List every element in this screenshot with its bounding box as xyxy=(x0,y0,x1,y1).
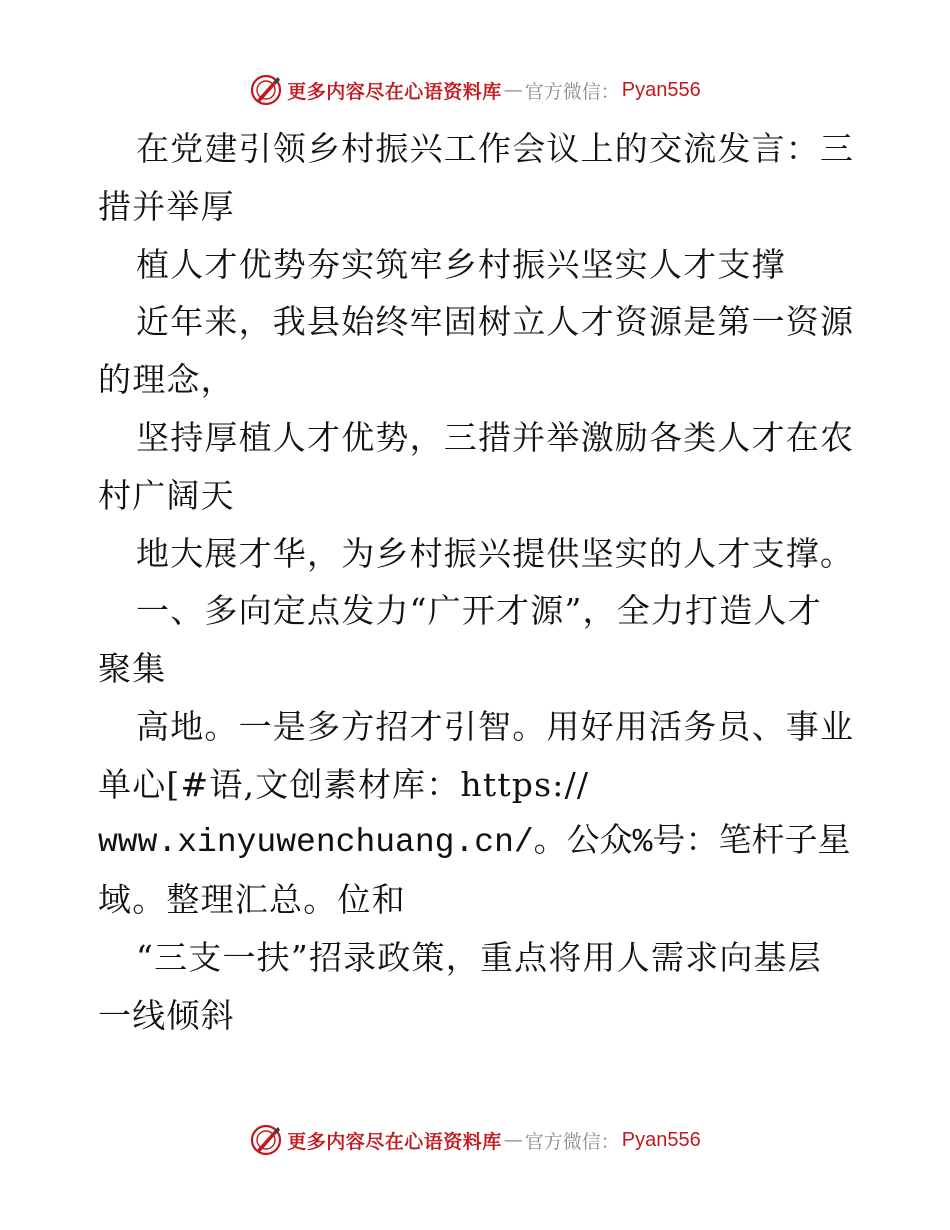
watermark-brand-text: 更多内容尽在心语资料库 xyxy=(287,1130,502,1153)
watermark-wechat-id: Pyan556 xyxy=(621,1128,701,1151)
brand-logo-icon xyxy=(249,73,283,107)
watermark-wechat-label: 官方微信： xyxy=(524,1130,620,1153)
paragraph-line: 近年来，我县始终牢固树立人才资源是第一资源 xyxy=(136,302,855,342)
watermark-wechat-label: 官方微信： xyxy=(524,80,620,103)
watermark-separator: — xyxy=(503,1129,523,1151)
paragraph-line: 地大展才华，为乡村振兴提供坚实的人才支撑。 xyxy=(136,533,855,573)
document-body xyxy=(98,120,868,1045)
paragraph-line: “三支一扶”招录政策，重点将用人需求向基层 xyxy=(136,938,822,978)
document-title-line: 植人才优势夯实筑牢乡村振兴坚实人才支撑 xyxy=(136,244,786,284)
section-heading-line: 聚集 xyxy=(98,649,167,689)
paragraph-line: 高地。一是多方招才引智。用好用活务员、事业 xyxy=(136,706,855,746)
paragraph-line: 坚持厚植人才优势，三措并举激励各类人才在农 xyxy=(136,417,855,457)
paragraph-line: www.xinyuwenchuang.cn/。公众%号：笔杆子星 xyxy=(98,823,851,861)
watermark-separator: — xyxy=(503,79,523,101)
footer-watermark xyxy=(0,1120,950,1160)
brand-logo-icon xyxy=(249,1123,283,1157)
header-watermark xyxy=(0,70,950,110)
paragraph-line: 一线倾斜 xyxy=(98,995,235,1035)
paragraph-line: 单心[#语,文创素材库：https:// xyxy=(98,764,590,804)
paragraph-line: 村广阔天 xyxy=(98,475,235,515)
section-heading-line: 一、多向定点发力“广开才源”，全力打造人才 xyxy=(136,591,822,631)
paragraph-line: 的理念， xyxy=(98,360,235,400)
document-title-line: 在党建引领乡村振兴工作会议上的交流发言：三 xyxy=(136,129,855,168)
watermark-brand-text: 更多内容尽在心语资料库 xyxy=(287,80,502,103)
paragraph-line: 域。整理汇总。位和 xyxy=(98,880,406,920)
document-title-line: 措并举厚 xyxy=(98,186,235,226)
watermark-wechat-id: Pyan556 xyxy=(621,78,701,101)
